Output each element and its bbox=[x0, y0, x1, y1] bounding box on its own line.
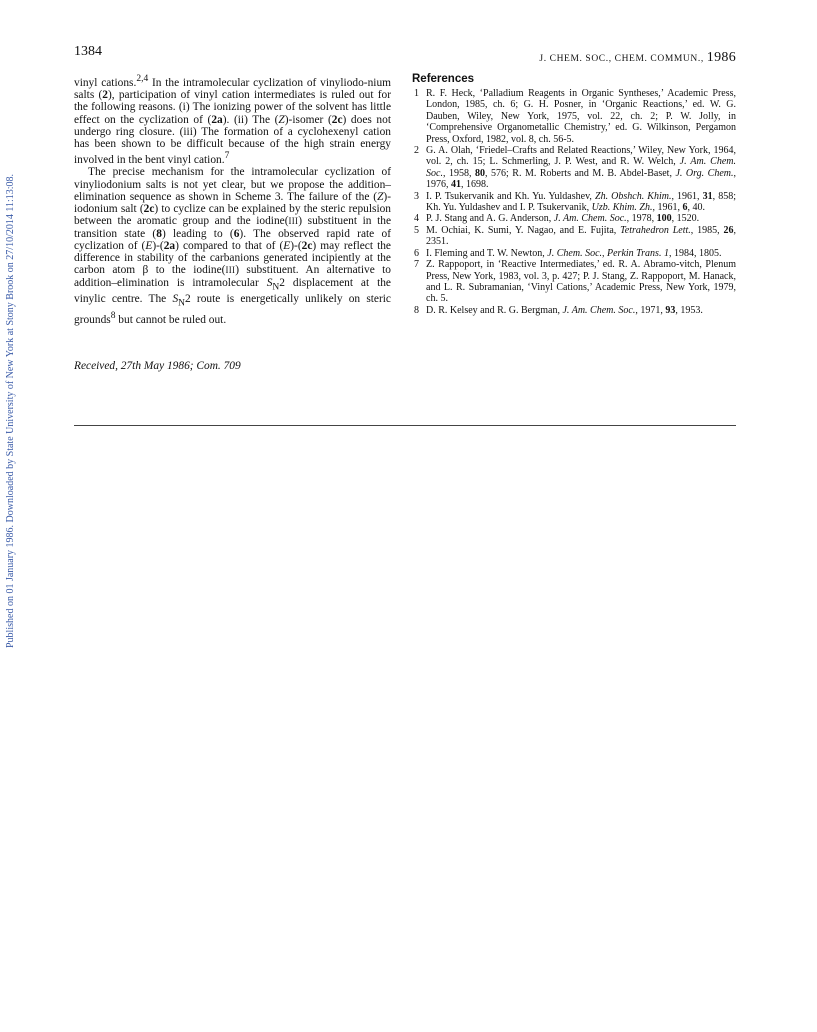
reference-item: 4 P. J. Stang and A. G. Anderson, J. Am. Chem. Soc., 1978, 100, 1520. bbox=[414, 213, 700, 225]
reference-item: 5 M. Ochiai, K. Sumi, Y. Nagao, and E. Fujita, Tetrahedron Lett., 1985, 26, 2351. bbox=[414, 224, 736, 248]
references-section bbox=[412, 73, 736, 316]
reference-item: 6 I. Fleming and T. W. Newton, J. Chem. Soc., Perkin Trans. 1, 1984, 1805. bbox=[414, 247, 722, 259]
reference-item: 8 D. R. Kelsey and R. G. Bergman, J. Am. Chem. Soc., 1971, 93, 1953. bbox=[414, 304, 703, 316]
reference-item: 1 R. F. Heck, ‘Palladium Reagents in Organic Syntheses,’ Academic Press, London, 1985, ch. 6; G. H. Posner, in ‘Organic Reactions,’ ed. W. G. Dauben, Wiley, New York, 1975, vol. 22, ch. 2; P. W. Jolly, in ‘Comprehensive Organometallic Chemistry,’ ed. G. Wilkinson, Pergamon Press, Oxford, 1982, vol. 8, ch. 56-5. bbox=[414, 88, 736, 145]
body-paragraph: vinyl cations.$^{2,4}$ In the intramolecular cyclization of vinyliodo-nium salts (2), participation of vinyl cation intermediates is ruled out for the following reasons. (i) The ionizing power of the solvent has little effect on the cyclization of (2a). (ii) The (Z)-isomer (2c) does not undergo ring closure. (iii) The formation of a cyclohexenyl cation has been shown to be difficult because of the high strain energy involved in the bent vinyl cation.$^7$ bbox=[74, 74, 391, 167]
received-line: Received, 27th May 1986; Com. 709 bbox=[74, 360, 241, 372]
body-paragraph: The precise mechanism for the intramolecular cyclization of vinyliodonium salts is not yet clear, but we propose the addition–elimination sequence as shown in Scheme 3. The failure of the (Z)-iodonium salt (2c) to cyclize can be explained by the steric repulsion between the aromatic group and the iodine(III) substituent in the transition state (8) leading to (6). The observed rapid rate of cyclization of (E)-(2a) compared to that of (E)-(2c) may reflect the difference in stability of the carbanions generated incipiently at the carbon atom β to the iodine(III) substituent. An alternative to addition–elimination is intramolecular $S_N2$ displacement at the vinylic centre. The $S_N2$ route is energetically unlikely on steric grounds$^8$ but cannot be ruled out. bbox=[74, 166, 391, 326]
reference-item: 2 G. A. Olah, ‘Friedel–Crafts and Related Reactions,’ Wiley, New York, 1964, vol. 2, ch. 15; L. Schmerling, J. P. West, and R. W. Welch, J. Am. Chem. Soc., 1958, 80, 576; R. M. Roberts and M. B. Abdel-Baset, J. Org. Chem., 1976, 41, 1698. bbox=[414, 145, 737, 191]
download-stamp-text: Published on 01 January 1986. Downloaded by State University of New York at Stony Brook on 27/10/2014 11:13:08. bbox=[5, 173, 16, 648]
journal-name: J. CHEM. SOC., CHEM. COMMUN., bbox=[539, 54, 704, 64]
journal-year: 1986 bbox=[706, 50, 736, 65]
body-text-column bbox=[74, 73, 391, 326]
reference-item: 7 Z. Rappoport, in ‘Reactive Intermediates,’ ed. R. A. Abramo-vitch, Plenum Press, New York, 1983, vol. 3, p. 427; P. J. Stang, Z. Rappoport, M. Hanack, and L. R. Subramanian, ‘Vinyl Cations,’ Academic Press, New York, 1979, ch. 5. bbox=[414, 259, 736, 305]
download-stamp bbox=[5, 148, 21, 648]
page-rule bbox=[74, 425, 736, 426]
journal-header bbox=[523, 50, 736, 66]
references-heading: References bbox=[412, 73, 475, 85]
page-number: 1384 bbox=[74, 44, 102, 59]
reference-item: 3 I. P. Tsukervanik and Kh. Yu. Yuldashev, Zh. Obshch. Khim., 1961, 31, 858; Kh. Yu. Yuldashev and I. P. Tsukervanik, Uzb. Khim. Zh., 1961, 6, 40. bbox=[414, 190, 737, 214]
